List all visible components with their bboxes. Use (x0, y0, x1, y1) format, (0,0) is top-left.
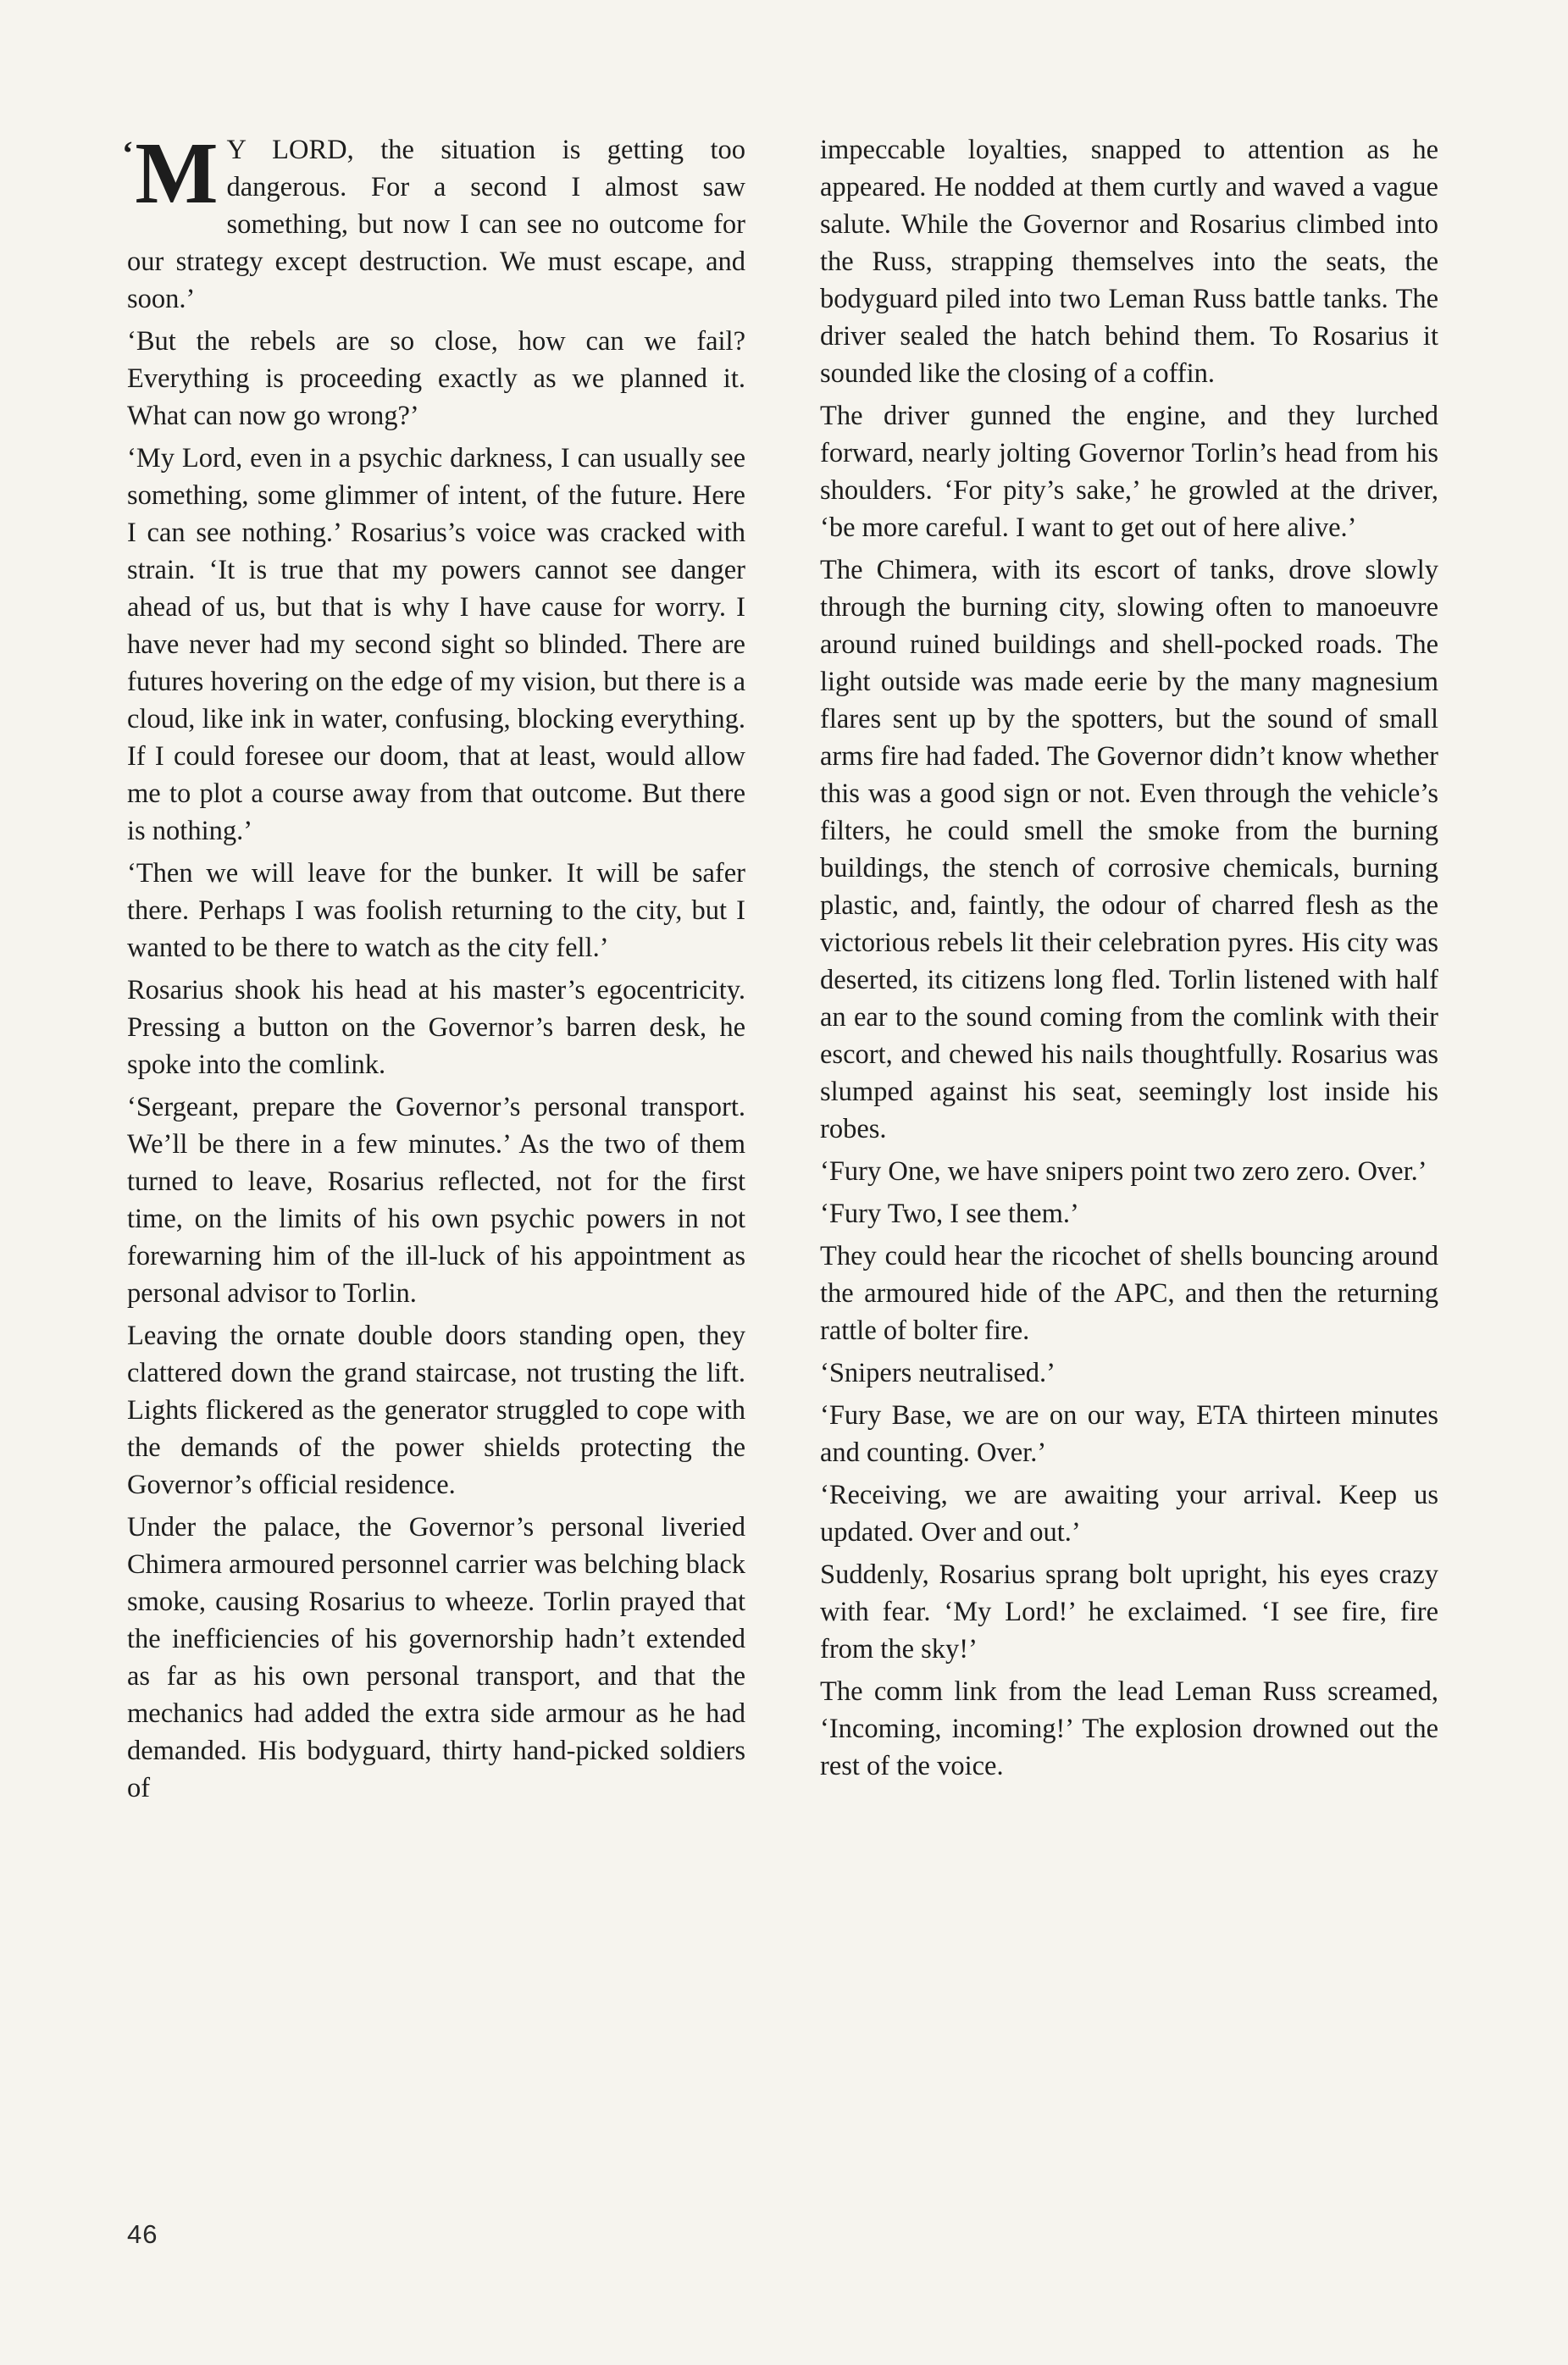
page-number: 46 (127, 2219, 158, 2249)
paragraph: ‘Fury Two, I see them.’ (820, 1199, 1079, 1229)
paragraph: ‘Sergeant, prepare the Governor’s personal transport. We’ll be there in a few minutes.’ As the two of them turned to leave, Rosarius reflected, not for the first time, on the limits of his own psychic powers in not forewarning him of the ill-luck of his appointment as personal advisor to Torlin. (127, 1092, 745, 1309)
left-column (122, 125, 745, 1812)
paragraph: Under the palace, the Governor’s personal liveried Chimera armoured personnel carrier was belching black smoke, causing Rosarius to wheeze. Torlin prayed that the inefficiencies of his governorship hadn’t extended as far as his own personal transport, and that the mechanics had added the extra side armour as he had demanded. His bodyguard, thirty hand-picked soldiers of (127, 1512, 745, 1803)
paragraph: They could hear the ricochet of shells bouncing around the armoured hide of the APC, and then the returning rattle of bolter fire. (820, 1241, 1438, 1346)
paragraph: ‘Receiving, we are awaiting your arrival. Keep us updated. Over and out.’ (820, 1480, 1438, 1548)
paragraph: ‘But the rebels are so close, how can we fail? Everything is proceeding exactly as we planned it. What can now go wrong?’ (127, 326, 745, 431)
paragraph: ‘Fury One, we have snipers point two zero zero. Over.’ (820, 1156, 1427, 1187)
paragraph: Suddenly, Rosarius sprang bolt upright, his eyes crazy with fear. ‘My Lord!’ he exclaimed. ‘I see fire, fire from the sky!’ (820, 1559, 1438, 1664)
paragraph: ‘My Lord, even in a psychic darkness, I can usually see something, some glimmer of intent, of the future. Here I can see nothing.’ Rosarius’s voice was cracked with strain. ‘It is true that my powers cannot see danger ahead of us, but that is why I have cause for worry. I have never had my second sight so blinded. There are futures hovering on the edge of my vision, but there is a cloud, like ink in water, confusing, blocking everything. If I could foresee our doom, that at least, would allow me to plot a course away from that outcome. But there is nothing.’ (127, 443, 745, 846)
opening-quote-mark: ‘ (122, 134, 134, 172)
opening-text: Y LORD, the situation is getting too dangerous. For a second I almost saw something, but now I can see no outcome for our strategy except destruction. We must escape, and soon.’ (127, 135, 745, 314)
drop-cap: M (135, 125, 219, 222)
paragraph: ‘Snipers neutralised.’ (820, 1358, 1055, 1388)
paragraph: The Chimera, with its escort of tanks, drove slowly through the burning city, slowing often to manoeuvre around ruined buildings and shell-pocked roads. The light outside was made eerie by the many magnesium flares sent up by the spotters, but the sound of small arms fire had faded. The Governor didn’t know whether this was a good sign or not. Even through the vehicle’s filters, he could smell the smoke from the burning buildings, the stench of corrosive chemicals, burning plastic, and, faintly, the odour of charred flesh as the victorious rebels lit their celebration pyres. His city was deserted, its citizens long fled. Torlin listened with half an ear to the sound coming from the comlink with their escort, and chewed his nails thoughtfully. Rosarius was slumped against his seat, seemingly lost inside his robes. (820, 555, 1438, 1144)
paragraph: Leaving the ornate double doors standing open, they clattered down the grand staircase, not trusting the lift. Lights flickered as the generator struggled to cope with the demands of the power shields protecting the Governor’s official residence. (127, 1321, 745, 1500)
drop-cap-block (122, 125, 219, 222)
paragraph: impeccable loyalties, snapped to attention as he appeared. He nodded at them curtly and waved a vague salute. While the Governor and Rosarius climbed into the Russ, strapping themselves into the seats, the bodyguard piled into two Leman Russ battle tanks. The driver sealed the hatch behind them. To Rosarius it sounded like the closing of a coffin. (820, 135, 1438, 389)
opening-paragraph (122, 125, 745, 318)
paragraph: ‘Then we will leave for the bunker. It will be safer there. Perhaps I was foolish returning to the city, but I wanted to be there to watch as the city fell.’ (127, 858, 745, 963)
paragraph: The comm link from the lead Leman Russ screamed, ‘Incoming, incoming!’ The explosion drowned out the rest of the voice. (820, 1676, 1438, 1781)
right-column (820, 131, 1438, 1790)
paragraph: Rosarius shook his head at his master’s egocentricity. Pressing a button on the Governor’s barren desk, he spoke into the comlink. (127, 975, 745, 1080)
paragraph: ‘Fury Base, we are on our way, ETA thirteen minutes and counting. Over.’ (820, 1400, 1438, 1468)
paragraph: The driver gunned the engine, and they lurched forward, nearly jolting Governor Torlin’s head from his shoulders. ‘For pity’s sake,’ he growled at the driver, ‘be more careful. I want to get out of here alive.’ (820, 401, 1438, 543)
